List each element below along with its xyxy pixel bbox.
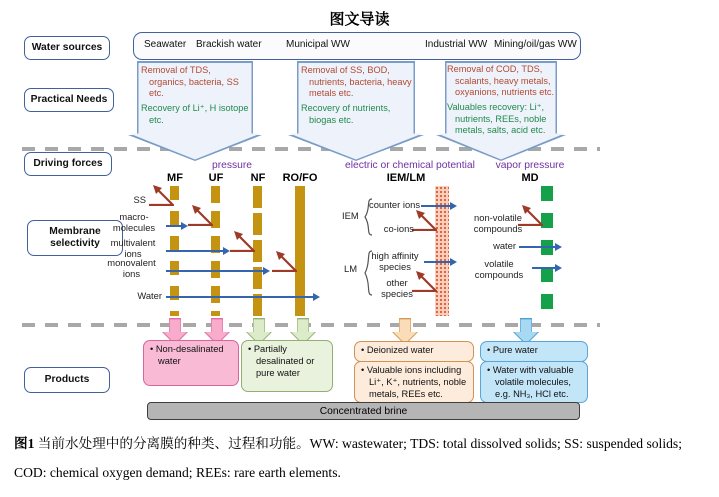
species-md-water: water	[493, 240, 516, 251]
rejection-arrow-icon-macro	[187, 204, 213, 226]
product-blue1-text: • Pure water	[487, 345, 538, 355]
product-box-blue-1	[480, 341, 588, 362]
membrane-label-iemlm: IEM/LM	[386, 172, 426, 184]
row-label-driving-forces: Driving forces	[24, 152, 112, 176]
species-monovalent-ions: monovalent ions	[107, 257, 156, 279]
species-volatile: volatile compounds	[474, 258, 524, 280]
permeate-arrow-md-water	[519, 246, 556, 248]
species-counter-ions: counter ions	[369, 199, 421, 210]
concentrated-brine-bar	[147, 402, 580, 420]
membrane-label-rofo: RO/FO	[282, 172, 318, 184]
needs2-removal: Removal of SS, BOD, nutrients, bacteria, heavy metals etc.	[301, 65, 412, 99]
permeate-arrow-macromolecules	[166, 225, 182, 227]
product-box-orange-1	[354, 341, 474, 362]
product-box-pink	[143, 340, 239, 386]
needs2-recovery: Recovery of nutrients, biogas etc.	[301, 103, 391, 125]
rejection-arrow-icon-co-ions	[411, 209, 437, 231]
rejection-arrow-icon-monovalent	[271, 250, 297, 272]
needs3-recovery: Valuables recovery: Li⁺, nutrients, REEs, noble metals, salts, acid etc.	[447, 102, 547, 136]
product-box-green	[241, 340, 333, 392]
permeate-arrow-high-affinity	[424, 261, 451, 263]
species-other-species: other species	[381, 277, 413, 299]
species-multivalent-ions: multivalent ions	[110, 237, 156, 259]
water-sources-box	[133, 32, 581, 60]
permeate-arrow-counter-ions	[421, 205, 451, 207]
water-source-mining: Mining/oil/gas WW	[494, 39, 577, 50]
product-box-orange-2	[354, 361, 474, 403]
permeate-arrow-multivalent	[166, 250, 224, 252]
driving-force-electric: electric or chemical potential	[345, 160, 475, 171]
membrane-label-nf: NF	[250, 172, 266, 184]
rejection-arrow-icon-ss	[148, 184, 174, 206]
figure-title: 图文导读	[329, 11, 390, 28]
brine-label: Concentrated brine	[319, 405, 408, 417]
driving-force-pressure: pressure	[211, 160, 253, 171]
iem-label: IEM	[342, 210, 359, 221]
row-label-membrane-selectivity: Membrane selectivity	[27, 220, 123, 256]
permeate-arrow-volatile	[532, 267, 556, 269]
needs1-removal: Removal of TDS, organics, bacteria, SS etc.	[141, 65, 239, 99]
row-label-products: Products	[24, 367, 110, 393]
rejection-arrow-icon-multivalent	[229, 230, 255, 252]
product-blue2-text: • Water with valuable volatile molecules, e.g. NH₃, HCl etc.	[487, 365, 574, 399]
product-orange2-text: • Valuable ions including Li⁺, K⁺, nutrients, noble metals, REEs etc.	[361, 365, 467, 399]
row-label-practical-needs: Practical Needs	[24, 88, 114, 112]
practical-needs-arrow-3	[436, 61, 566, 161]
needs3-removal: Removal of COD, TDS, scalants, heavy metals, oxyanions, nutrients etc.	[447, 64, 555, 98]
species-water: Water	[137, 290, 162, 301]
water-source-industrial: Industrial WW	[425, 39, 488, 50]
species-co-ions: co-ions	[383, 223, 414, 234]
driving-force-vapor: vapor pressure	[495, 160, 565, 171]
species-ss: SS	[133, 194, 146, 205]
membrane-label-md: MD	[521, 172, 539, 184]
water-source-municipal: Municipal WW	[286, 39, 350, 50]
permeate-arrow-monovalent	[166, 270, 264, 272]
caption-zh: 当前水处理中的分离膜的种类、过程和功能。	[34, 436, 310, 451]
caption-fig-label: 图1	[14, 436, 35, 451]
needs1-recovery: Recovery of Li⁺, H isotope etc.	[141, 103, 249, 125]
practical-needs-arrow-2	[288, 61, 424, 161]
permeate-arrow-water	[166, 296, 314, 298]
row-label-water-sources: Water sources	[24, 36, 110, 60]
product-green-text: • Partially desalinated or pure water	[248, 344, 315, 378]
water-source-seawater: Seawater	[144, 39, 187, 50]
caption-en: WW: wastewater; TDS: total dissolved solids; SS: suspended solids; COD: chemical oxygen demand; REEs: rare earth elements.	[14, 436, 682, 481]
species-macromolecules: macro-molecules	[112, 211, 156, 233]
figure-caption	[14, 429, 708, 487]
species-non-volatile: non-volatile compounds	[473, 212, 523, 234]
species-high-affinity: high affinity species	[371, 250, 419, 272]
practical-needs-arrow-1	[128, 61, 262, 161]
membrane-label-uf: UF	[208, 172, 224, 184]
product-box-blue-2	[480, 361, 588, 403]
water-source-brackish: Brackish water	[196, 39, 262, 50]
product-orange1-text: • Deionized water	[361, 345, 434, 355]
membrane-label-mf: MF	[167, 172, 183, 184]
product-pink-text: • Non-desalinated water	[150, 344, 224, 366]
lm-label: LM	[344, 263, 358, 274]
